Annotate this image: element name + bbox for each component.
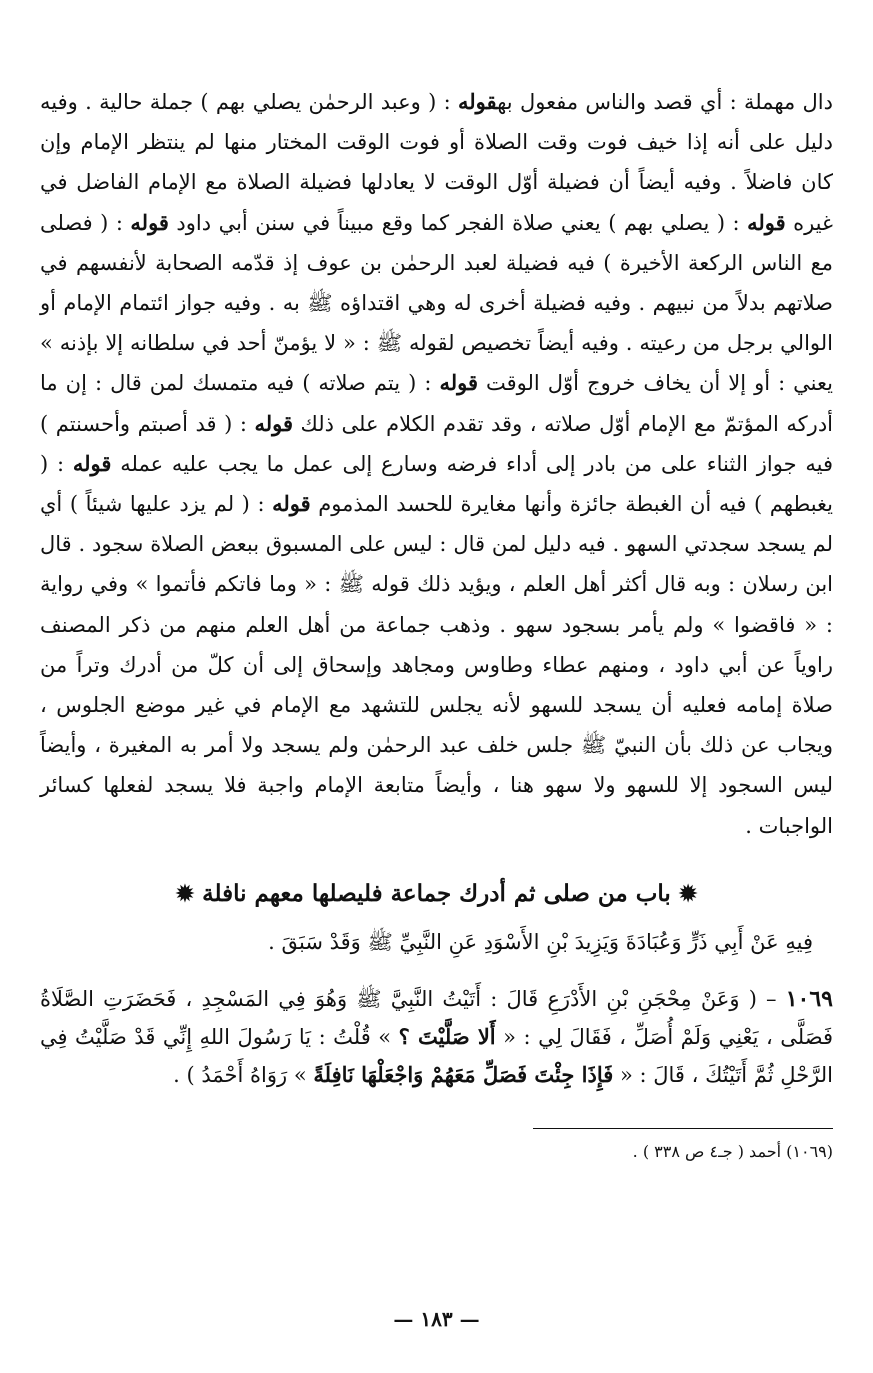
commentary-segment: : ( قد أصبتم وأحسنتم ) فيه جواز الثناء على من بادر إلى أداء فرضه وسارع إلى عمل ما يجب عليه عمله <box>40 411 833 476</box>
hadith-block <box>40 980 833 1094</box>
footnote-separator <box>533 1128 833 1129</box>
qawluhu-keyword: قوله <box>747 209 786 235</box>
hadith-quote-bold: أَلا صَلَّيْتَ ؟ <box>398 1023 496 1049</box>
chapter-intro: فِيهِ عَنْ أَبِي ذَرٍّ وَعُبَادَةَ وَيَزِيدَ بْنِ الأَسْوَدِ عَنِ النَّبِيِّ ﷺ وَقَدْ سَبَقَ . <box>268 929 813 954</box>
page-number: — ١٨٣ — <box>393 1307 480 1331</box>
hadith-segment: » قُلْتُ : يَا رَسُولَ اللهِ إِنِّي قَدْ صَلَّيْتُ فِي الرَّحْلِ ثُمَّ أَتَيْتُكَ ، قَالَ : « <box>40 1024 833 1087</box>
commentary-segment: : ( يصلي بهم ) يعني صلاة الفجر كما وقع مبيناً في سنن أبي داود <box>168 210 748 235</box>
commentary-segment: : ( يتم صلاته ) فيه متمسك لمن قال : إن ما أدركه المؤتمّ مع الإمام أوّل صلاته ، وقد تقدم الكلام على ذلك <box>40 371 833 436</box>
hadith-text <box>40 980 833 1094</box>
commentary-segment: : ( فصلى مع الناس الركعة الأخيرة ) فيه فضيلة لعبد الرحمٰن بن عوف إذ قدّمه الصحابة لأنفسهم في صلاتهم بدلاً من نبيهم . وفيه فضيلة أخرى له وهي اقتداؤه ﷺ به . وفيه جواز ائتمام الإمام أو الوالي برجل من رعيته . وفيه أيضاً تخصيص لقوله ﷺ : « لا يؤمنّ أحد في سلطانه إلا بإذنه » يعني : أو إلا أن يخاف خروج أوّل الوقت <box>40 210 833 396</box>
star-ornament-icon: ✹ <box>678 880 698 907</box>
qawluhu-keyword: قوله <box>72 450 112 476</box>
qawluhu-keyword: قوله <box>457 89 498 114</box>
commentary-segment: : ( لم يزد عليها شيئاً ) أي لم يسجد سجدتي السهو . فيه دليل لمن قال : ليس على المسبوق ببعض الصلاة سجود . قال ابن رسلان : وبه قال أكثر أهل العلم ، ويؤيد ذلك قوله ﷺ : « وما فاتكم فأتموا » وفي رواية : « فاقضوا » ولم يأمر بسجود سهو . وذهب جماعة من أهل العلم منهم من ذكر المصنف راوياً عن أبي داود ، ومنهم عطاء وطاوس ومجاهد وإسحاق إلى أن كلّ من أدرك وتراً من صلاة إمامه فعليه أن يسجد للسهو لأنه يجلس للتشهد مع الإمام في غير موضع الجلوس ، ويجاب عن ذلك بأن النبيّ ﷺ جلس خلف عبد الرحمٰن ولم يسجد ولا أمر به المغيرة ، وأيضاً ليس السجود إلا للسهو ولا سهو هنا ، وأيضاً متابعة الإمام واجبة فلا يسجد لفعلها كسائر الواجبات . <box>40 492 833 838</box>
hadith-segment: – ( وَعَنْ مِحْجَنِ بْنِ الأَدْرَعِ قَالَ : أَتَيْتُ النَّبِيَّ ﷺ وَهُوَ فِي المَسْجِدِ ، فَحَضَرَتِ الصَّلَاةُ فَصَلَّى ، يَعْنِي وَلَمْ أُصَلِّ ، فَقَالَ لِي : « <box>40 986 833 1049</box>
qawluhu-keyword: قوله <box>272 491 311 517</box>
hadith-quote-bold: فَإِذَا جِئْتَ فَصَلِّ مَعَهُمْ وَاجْعَلْهَا نَافِلَةً <box>313 1061 614 1087</box>
hadith-number: ١٠٦٩ <box>785 985 833 1012</box>
star-ornament-icon: ✹ <box>175 880 195 907</box>
commentary-segment: دال مهملة : أي قصد والناس مفعول به <box>497 90 833 114</box>
commentary-paragraph <box>40 82 833 846</box>
footnote: (١٠٦٩) أحمد ( جـ٤ ص ٣٣٨ ) . <box>632 1141 833 1161</box>
commentary-segment: : ( وعبد الرحمٰن يصلي بهم ) جملة حالية . وفيه دليل على أنه إذا خيف فوت وقت الصلاة أو فوت الوقت المختار منها لم ينتظر الإمام وإن كان فاضلاً . وفيه أيضاً أن فضيلة أوّل الوقت لا يعادلها فضيلة الصلاة مع الإمام الفاضل في غيره <box>40 90 833 235</box>
commentary-segment: : ( يغبطهم ) فيه أن الغبطة جائزة وأنها مغايرة للحسد المذموم <box>40 451 834 517</box>
qawluhu-keyword: قوله <box>254 410 293 436</box>
chapter-title: باب من صلى ثم أدرك جماعة فليصلها معهم نافلة <box>202 879 671 907</box>
commentary-text <box>40 82 833 846</box>
chapter-heading <box>40 876 833 912</box>
qawluhu-keyword: قوله <box>439 370 478 396</box>
qawluhu-keyword: قوله <box>130 209 169 235</box>
hadith-segment: » رَوَاهُ أَحْمَدُ ) . <box>173 1062 314 1087</box>
